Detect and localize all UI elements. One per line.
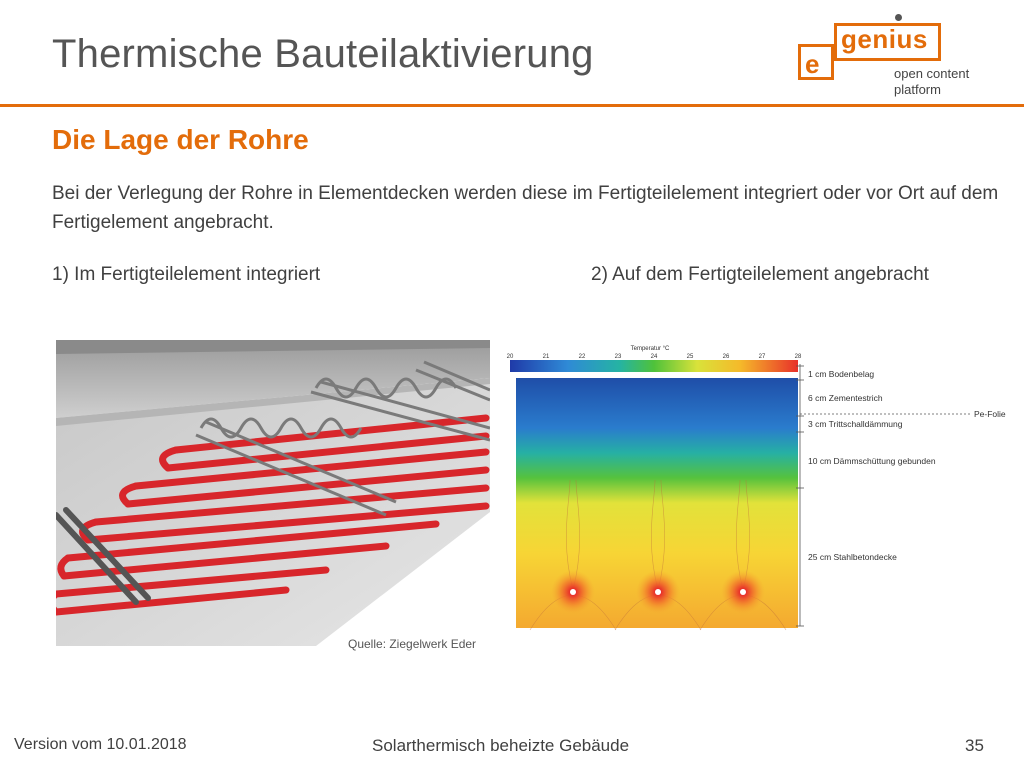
scale-tick-label: 28 (794, 354, 802, 360)
scale-tick-label: 23 (614, 354, 622, 360)
page-number: 35 (965, 736, 984, 755)
logo-tagline-1: open content (894, 66, 970, 81)
footer-version: Version vom 10.01.2018 (14, 736, 187, 753)
logo-name: genius (841, 24, 928, 54)
egenius-logo (798, 14, 978, 100)
scale-tick-label: 24 (650, 354, 658, 360)
scale-title: Temperatur °C (630, 346, 670, 352)
footer-topic: Solarthermisch beheizte Gebäude (372, 736, 630, 755)
scale-tick-label: 22 (578, 354, 586, 360)
layer-label-1: 1 cm Bodenbelag (808, 369, 875, 379)
logo-dot (895, 14, 902, 21)
caption-right: 2) Auf dem Fertigteilelement angebracht (591, 264, 929, 285)
layer-label-2: 6 cm Zementestrich (808, 393, 883, 403)
title-divider (0, 104, 1024, 107)
layer-label-5: 25 cm Stahlbetondecke (808, 552, 897, 562)
image-source: Quelle: Ziegelwerk Eder (348, 637, 477, 651)
scale-tick-label: 20 (506, 354, 514, 360)
foil-label: Pe-Folie (974, 409, 1006, 419)
scale-tick-label: 26 (722, 354, 730, 360)
logo-letter: e (805, 49, 820, 79)
layer-label-4: 10 cm Dämmschüttung gebunden (808, 456, 936, 466)
scale-tick-label: 21 (542, 354, 550, 360)
section-heading: Die Lage der Rohre (52, 124, 309, 155)
scale-tick-label: 27 (758, 354, 766, 360)
logo-tagline-2: platform (894, 82, 941, 97)
slide-title: Thermische Bauteilaktivierung (52, 32, 594, 76)
precast-slab-illustration (56, 340, 490, 646)
caption-left: 1) Im Fertigteilelement integriert (52, 264, 321, 285)
scale-tick-label: 25 (686, 354, 694, 360)
layer-label-3: 3 cm Trittschalldämmung (808, 419, 903, 429)
body-paragraph: Bei der Verlegung der Rohre in Elementdecken werden diese im Fertigteilelement integriert oder vor Ort auf dem Fertigelement angebracht. (52, 183, 999, 233)
temperature-distribution-diagram (500, 340, 1020, 640)
